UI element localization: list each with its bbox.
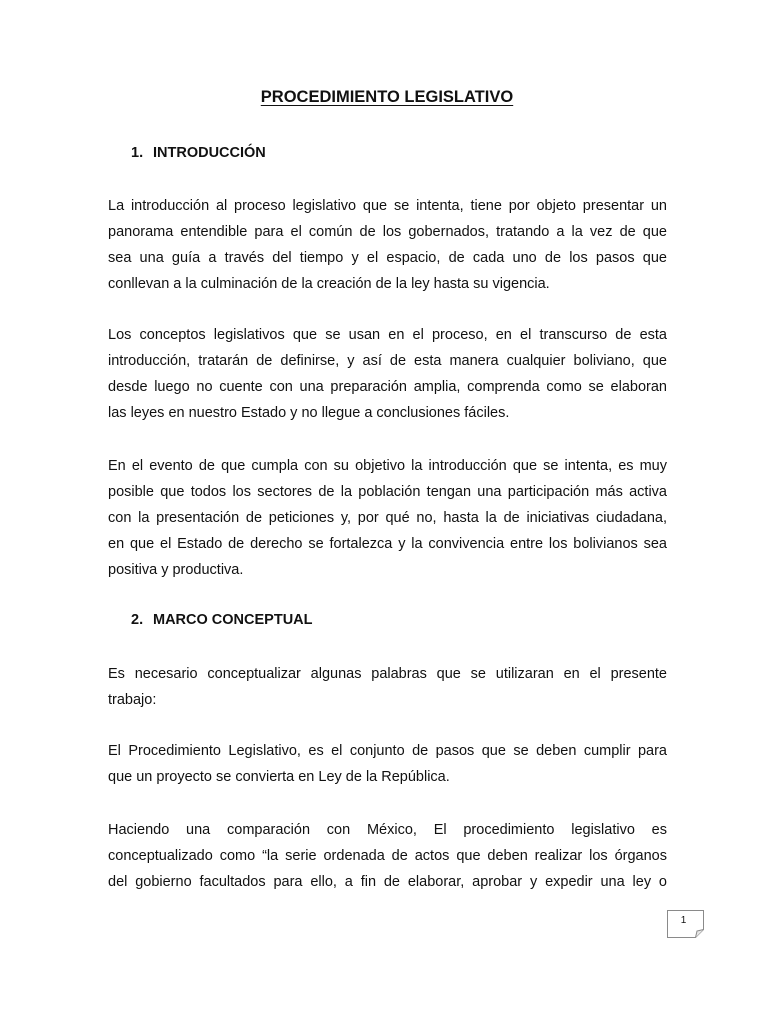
paragraph-line: posible que todos los sectores de la población tengan una participación más activa [108, 484, 667, 500]
paragraph-line: conllevan a la culminación de la creación de la ley hasta su vigencia. [108, 276, 550, 292]
section-heading-marco-conceptual [131, 612, 313, 628]
paragraph-line: El Procedimiento Legislativo, es el conjunto de pasos que se deben cumplir para [108, 743, 667, 759]
section-number: 2. [131, 612, 144, 628]
document-title: PROCEDIMIENTO LEGISLATIVO [260, 88, 514, 106]
section-title: MARCO CONCEPTUAL [153, 612, 313, 628]
paragraph-line: trabajo: [108, 692, 157, 708]
paragraph-line: que un proyecto se convierta en Ley de la República. [108, 769, 450, 785]
paragraph [108, 193, 667, 297]
section-title: INTRODUCCIÓN [153, 145, 266, 161]
paragraph-line: Haciendo una comparación con México, El procedimiento legislativo es [108, 822, 667, 838]
section-heading-introduccion [131, 145, 266, 161]
paragraph-line: introducción, tratarán de definirse, y así de esta manera cualquier boliviano, que [108, 353, 667, 369]
paragraph-line: Los conceptos legislativos que se usan en el proceso, en el transcurso de esta [108, 327, 667, 343]
paragraph-line: positiva y productiva. [108, 562, 244, 578]
paragraph-line: Es necesario conceptualizar algunas palabras que se utilizaran en el presente [108, 666, 667, 682]
paragraph [108, 322, 667, 426]
page-number-box [667, 910, 704, 938]
paragraph-line: desde luego no cuente con una preparación amplia, comprenda como se elaboran [108, 379, 667, 395]
paragraph-line: del gobierno facultados para ello, a fin de elaborar, aprobar y expedir una ley o [108, 874, 667, 890]
paragraph [108, 738, 667, 790]
paragraph [108, 817, 667, 895]
paragraph-line: con la presentación de peticiones y, por qué no, hasta la de iniciativas ciudadana, [108, 510, 667, 526]
paragraph-line: sea una guía a través del tiempo y el espacio, de cada uno de los pasos que [108, 250, 667, 266]
section-number: 1. [131, 145, 144, 161]
paragraph-line: La introducción al proceso legislativo que se intenta, tiene por objeto presentar un [108, 198, 667, 214]
paragraph-line: panorama entendible para el común de los gobernados, tratando a la vez de que [108, 224, 667, 240]
paragraph-line: en que el Estado de derecho se fortalezca y la convivencia entre los bolivianos sea [108, 536, 667, 552]
page-number: 1 [680, 915, 687, 926]
paragraph-line: En el evento de que cumpla con su objetivo la introducción que se intenta, es muy [108, 458, 667, 474]
paragraph-line: conceptualizado como “la serie ordenada de actos que deben realizar los órganos [108, 848, 667, 864]
paragraph-line: las leyes en nuestro Estado y no llegue a conclusiones fáciles. [108, 405, 510, 421]
paragraph [108, 661, 667, 713]
paragraph [108, 453, 667, 583]
